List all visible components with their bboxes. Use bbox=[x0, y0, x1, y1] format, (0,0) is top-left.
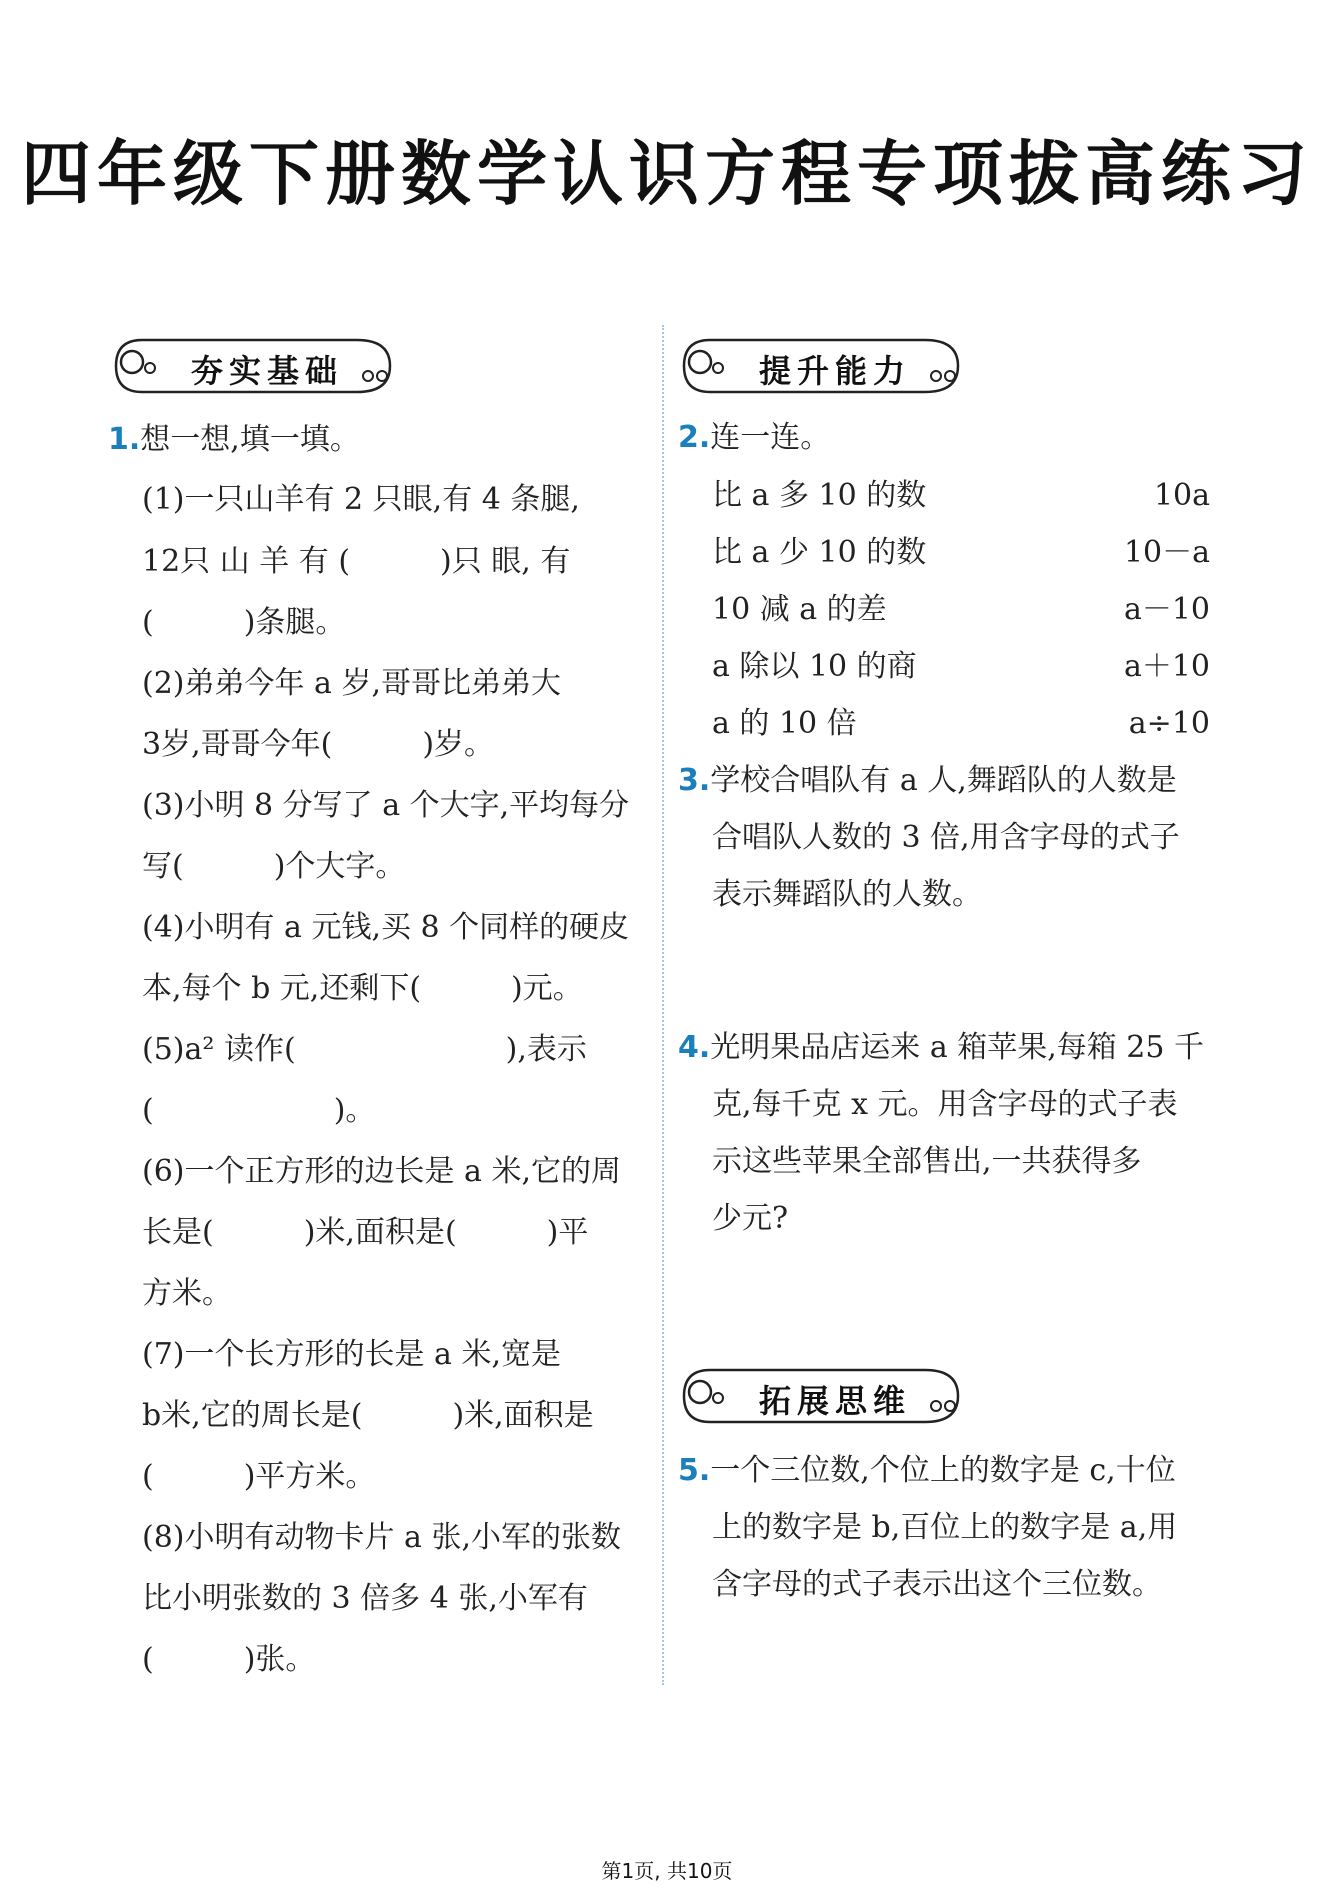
match-right-item: 10a bbox=[1153, 478, 1210, 513]
question-number: 5. bbox=[678, 1453, 711, 1488]
page-title: 四年级下册数学认识方程专项拔高练习 bbox=[21, 133, 1313, 215]
question-line: 3岁,哥哥今年( )岁。 bbox=[142, 727, 495, 762]
question-3-line: 3.学校合唱队有 a 人,舞蹈队的人数是 bbox=[678, 763, 1177, 798]
question-line: (2)弟弟今年 a 岁,哥哥比弟弟大 bbox=[142, 666, 561, 701]
question-3-line: 表示舞蹈队的人数。 bbox=[712, 877, 982, 912]
question-line: 本,每个 b 元,还剩下( )元。 bbox=[142, 971, 583, 1006]
section-title-basics: 夯实基础 bbox=[190, 352, 343, 390]
question-line: (6)一个正方形的边长是 a 米,它的周 bbox=[142, 1154, 621, 1189]
question-number: 3. bbox=[678, 763, 711, 798]
question-line: ( )。 bbox=[142, 1093, 376, 1128]
question-5-line: 5.一个三位数,个位上的数字是 c,十位 bbox=[678, 1453, 1176, 1488]
question-4-line: 示这些苹果全部售出,一共获得多 bbox=[712, 1144, 1142, 1179]
question-line: (5)a² 读作( ),表示 bbox=[142, 1032, 587, 1067]
question-line: 12只 山 羊 有 ( )只 眼, 有 bbox=[142, 544, 571, 579]
question-line: ( )条腿。 bbox=[142, 605, 346, 640]
question-number: 4. bbox=[678, 1030, 711, 1065]
question-line: (8)小明有动物卡片 a 张,小军的张数 bbox=[142, 1520, 621, 1555]
question-line: ( )平方米。 bbox=[142, 1459, 376, 1494]
question-line: (3)小明 8 分写了 a 个大字,平均每分 bbox=[142, 788, 630, 823]
question-4-line: 克,每千克 x 元。用含字母的式子表 bbox=[712, 1087, 1178, 1122]
question-line: (4)小明有 a 元钱,买 8 个同样的硬皮 bbox=[142, 910, 630, 945]
match-right-item: a＋10 bbox=[1123, 649, 1210, 684]
match-left-item: 10 减 a 的差 bbox=[712, 592, 887, 627]
section-badge-thinking bbox=[680, 1366, 970, 1426]
match-left-item: a 的 10 倍 bbox=[712, 706, 857, 741]
question-1-heading: 1.想一想,填一填。 bbox=[108, 422, 360, 457]
section-title-thinking: 拓展思维 bbox=[758, 1382, 911, 1420]
question-line: b米,它的周长是( )米,面积是 bbox=[142, 1398, 594, 1433]
page-footer: 第1页, 共10页 bbox=[601, 1859, 733, 1883]
question-2-heading: 2.连一连。 bbox=[678, 420, 831, 455]
question-line: 长是( )米,面积是( )平 bbox=[142, 1215, 589, 1250]
section-badge-basics bbox=[112, 336, 402, 396]
match-right-item: 10－a bbox=[1123, 535, 1210, 570]
match-right-item: a－10 bbox=[1123, 592, 1210, 627]
question-5-line: 上的数字是 b,百位上的数字是 a,用 bbox=[712, 1510, 1178, 1545]
question-3-line: 合唱队人数的 3 倍,用含字母的式子 bbox=[712, 820, 1180, 855]
question-4-line: 少元? bbox=[712, 1201, 789, 1236]
question-line: ( )张。 bbox=[142, 1642, 316, 1677]
question-line: 方米。 bbox=[142, 1276, 232, 1311]
question-5-line: 含字母的式子表示出这个三位数。 bbox=[712, 1567, 1162, 1602]
question-line: 写( )个大字。 bbox=[142, 849, 406, 884]
question-number: 2. bbox=[678, 420, 711, 455]
match-right-item: a÷10 bbox=[1128, 706, 1210, 741]
section-badge-ability bbox=[680, 336, 970, 396]
match-left-item: a 除以 10 的商 bbox=[712, 649, 917, 684]
section-title-ability: 提升能力 bbox=[758, 352, 911, 390]
question-4-line: 4.光明果品店运来 a 箱苹果,每箱 25 千 bbox=[678, 1030, 1205, 1065]
question-line: 比小明张数的 3 倍多 4 张,小军有 bbox=[142, 1581, 588, 1616]
question-number: 1. bbox=[108, 422, 141, 457]
question-line: (1)一只山羊有 2 只眼,有 4 条腿, bbox=[142, 482, 580, 517]
question-line: (7)一个长方形的长是 a 米,宽是 bbox=[142, 1337, 561, 1372]
match-left-item: 比 a 少 10 的数 bbox=[712, 535, 927, 570]
match-left-item: 比 a 多 10 的数 bbox=[712, 478, 927, 513]
